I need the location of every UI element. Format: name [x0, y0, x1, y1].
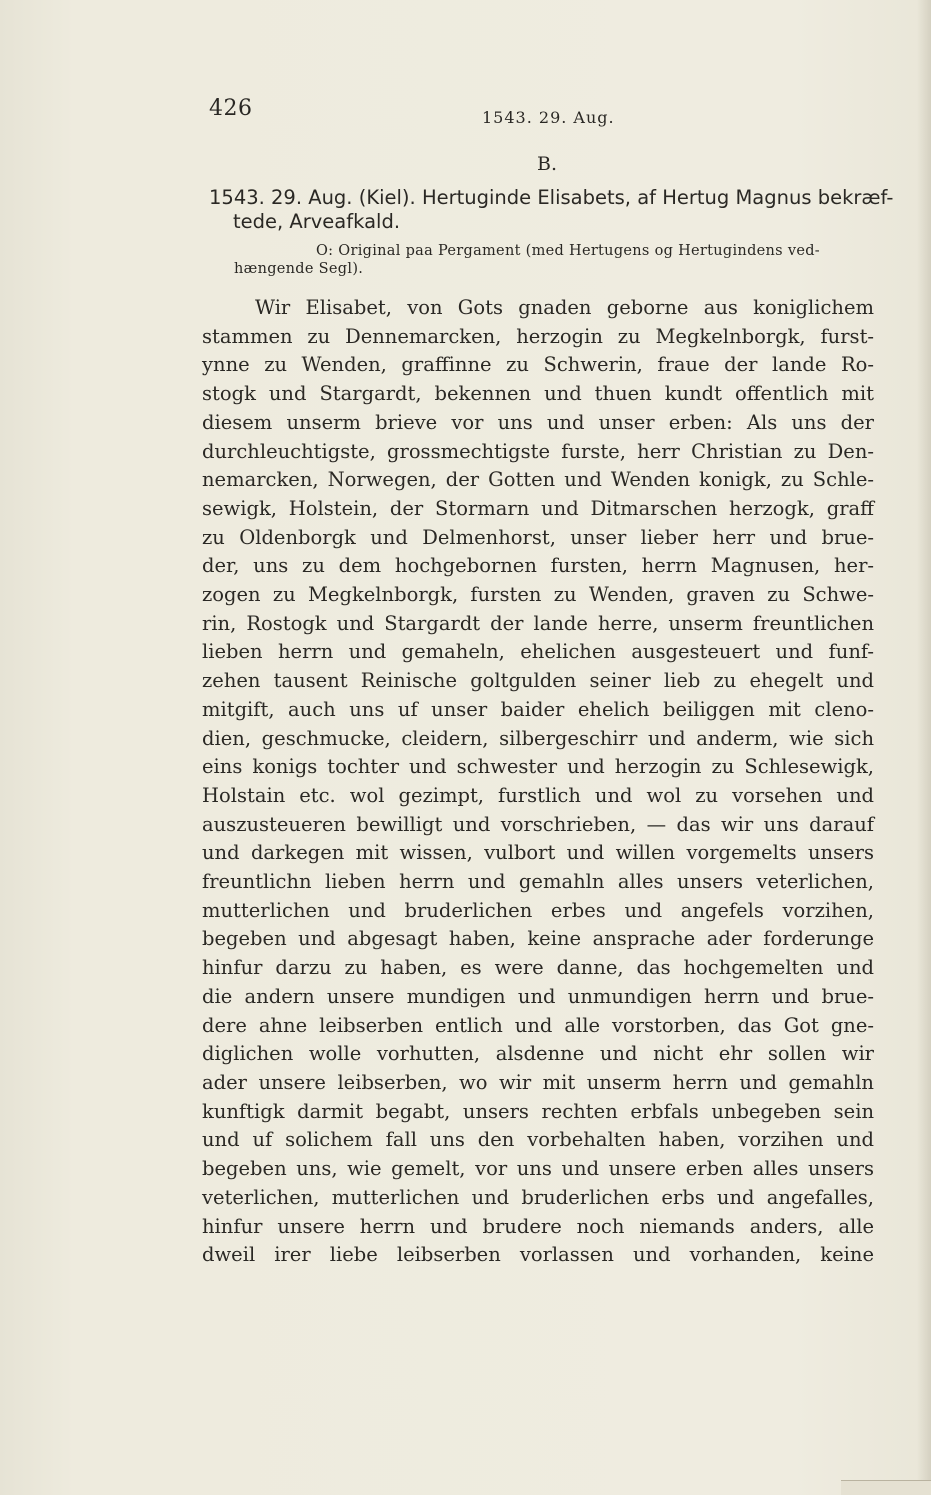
body-line: freuntlichn lieben herrn und gemahln alles unsers veterlichen,: [202, 870, 874, 894]
body-line: hinfur unsere herrn und brudere noch niemands anders, alle: [202, 1214, 874, 1238]
page-edge-shadow: [917, 0, 931, 1495]
body-line: dien, geschmucke, cleidern, silbergeschirr und anderm, wie sich: [202, 726, 874, 750]
source-note-line: O: Original paa Pergament (med Hertugens og Hertugindens ved-: [316, 243, 820, 259]
body-line: diglichen wolle vorhutten, alsdenne und nicht ehr sollen wir: [202, 1042, 874, 1066]
body-line: mutterlichen und bruderlichen erbes und angefels vorzihen,: [202, 898, 874, 922]
body-line: zogen zu Megkelnborgk, fursten zu Wenden, graven zu Schwe-: [202, 583, 874, 607]
body-line: stogk und Stargardt, bekennen und thuen kundt offentlich mit: [202, 382, 874, 406]
body-text: [202, 294, 874, 1270]
regest-line: 1543. 29. Aug. (Kiel). Hertuginde Elisabets, af Hertug Magnus bekræf-: [209, 186, 894, 209]
body-line: ynne zu Wenden, graffinne zu Schwerin, fraue der lande Ro-: [202, 353, 874, 377]
source-note-line: hængende Segl).: [234, 261, 364, 277]
body-line: zu Oldenborgk und Delmenhorst, unser lieber herr und brue-: [202, 525, 874, 549]
body-line: zehen tausent Reinische goltgulden seiner lieb zu ehegelt und: [202, 669, 874, 693]
body-line: Wir Elisabet, von Gots gnaden geborne aus koniglichem: [255, 296, 874, 319]
body-line: diesem unserm brieve vor uns und unser erben: Als uns der: [202, 410, 874, 434]
source-note: [234, 242, 878, 278]
page-corner-fold: [841, 1480, 931, 1495]
body-line: rin, Rostogk und Stargardt der lande herre, unserm freuntlichen: [202, 611, 874, 635]
regest-heading: [209, 186, 894, 234]
page-number: 426: [209, 96, 253, 121]
body-line: sewigk, Holstein, der Stormarn und Ditmarschen herzogk, graff: [202, 496, 874, 520]
body-line: durchleuchtigste, grossmechtigste furste, herr Christian zu Den-: [202, 439, 874, 463]
body-line: dweil irer liebe leibserben vorlassen und vorhanden, keine: [202, 1243, 874, 1267]
body-line: und darkegen mit wissen, vulbort und willen vorgemelts unsers: [202, 841, 874, 865]
body-line: kunftigk darmit begabt, unsers rechten erbfals unbegeben sein: [202, 1099, 874, 1123]
body-line: und uf solichem fall uns den vorbehalten haben, vorzihen und: [202, 1128, 874, 1152]
body-line: stammen zu Dennemarcken, herzogin zu Megkelnborgk, furst-: [202, 324, 874, 348]
regest-line: tede, Arveafkald.: [233, 210, 401, 233]
body-line: begeben und abgesagt haben, keine ansprache ader forderunge: [202, 927, 874, 951]
body-line: nemarcken, Norwegen, der Gotten und Wenden konigk, zu Schle-: [202, 468, 874, 492]
body-line: mitgift, auch uns uf unser baider ehelich beiliggen mit cleno-: [202, 697, 874, 721]
body-line: ader unsere leibserben, wo wir mit unserm herrn und gemahln: [202, 1070, 874, 1094]
body-line: der, uns zu dem hochgebornen fursten, herrn Magnusen, her-: [202, 554, 874, 578]
section-letter: B.: [537, 153, 558, 175]
body-line: Holstain etc. wol gezimpt, furstlich und wol zu vorsehen und: [202, 783, 874, 807]
body-line: die andern unsere mundigen und unmundigen herrn und brue-: [202, 984, 874, 1008]
body-line: lieben herrn und gemaheln, ehelichen ausgesteuert und funf-: [202, 640, 874, 664]
body-line: dere ahne leibserben entlich und alle vorstorben, das Got gne-: [202, 1013, 874, 1037]
running-head: 1543. 29. Aug.: [482, 108, 615, 127]
body-line: hinfur darzu zu haben, es were danne, das hochgemelten und: [202, 956, 874, 980]
body-line: auszusteueren bewilligt und vorschrieben, — das wir uns darauf: [202, 812, 874, 836]
body-line: begeben uns, wie gemelt, vor uns und unsere erben alles unsers: [202, 1157, 874, 1181]
body-line: veterlichen, mutterlichen und bruderlichen erbs und angefalles,: [202, 1185, 874, 1209]
body-line: eins konigs tochter und schwester und herzogin zu Schlesewigk,: [202, 755, 874, 779]
